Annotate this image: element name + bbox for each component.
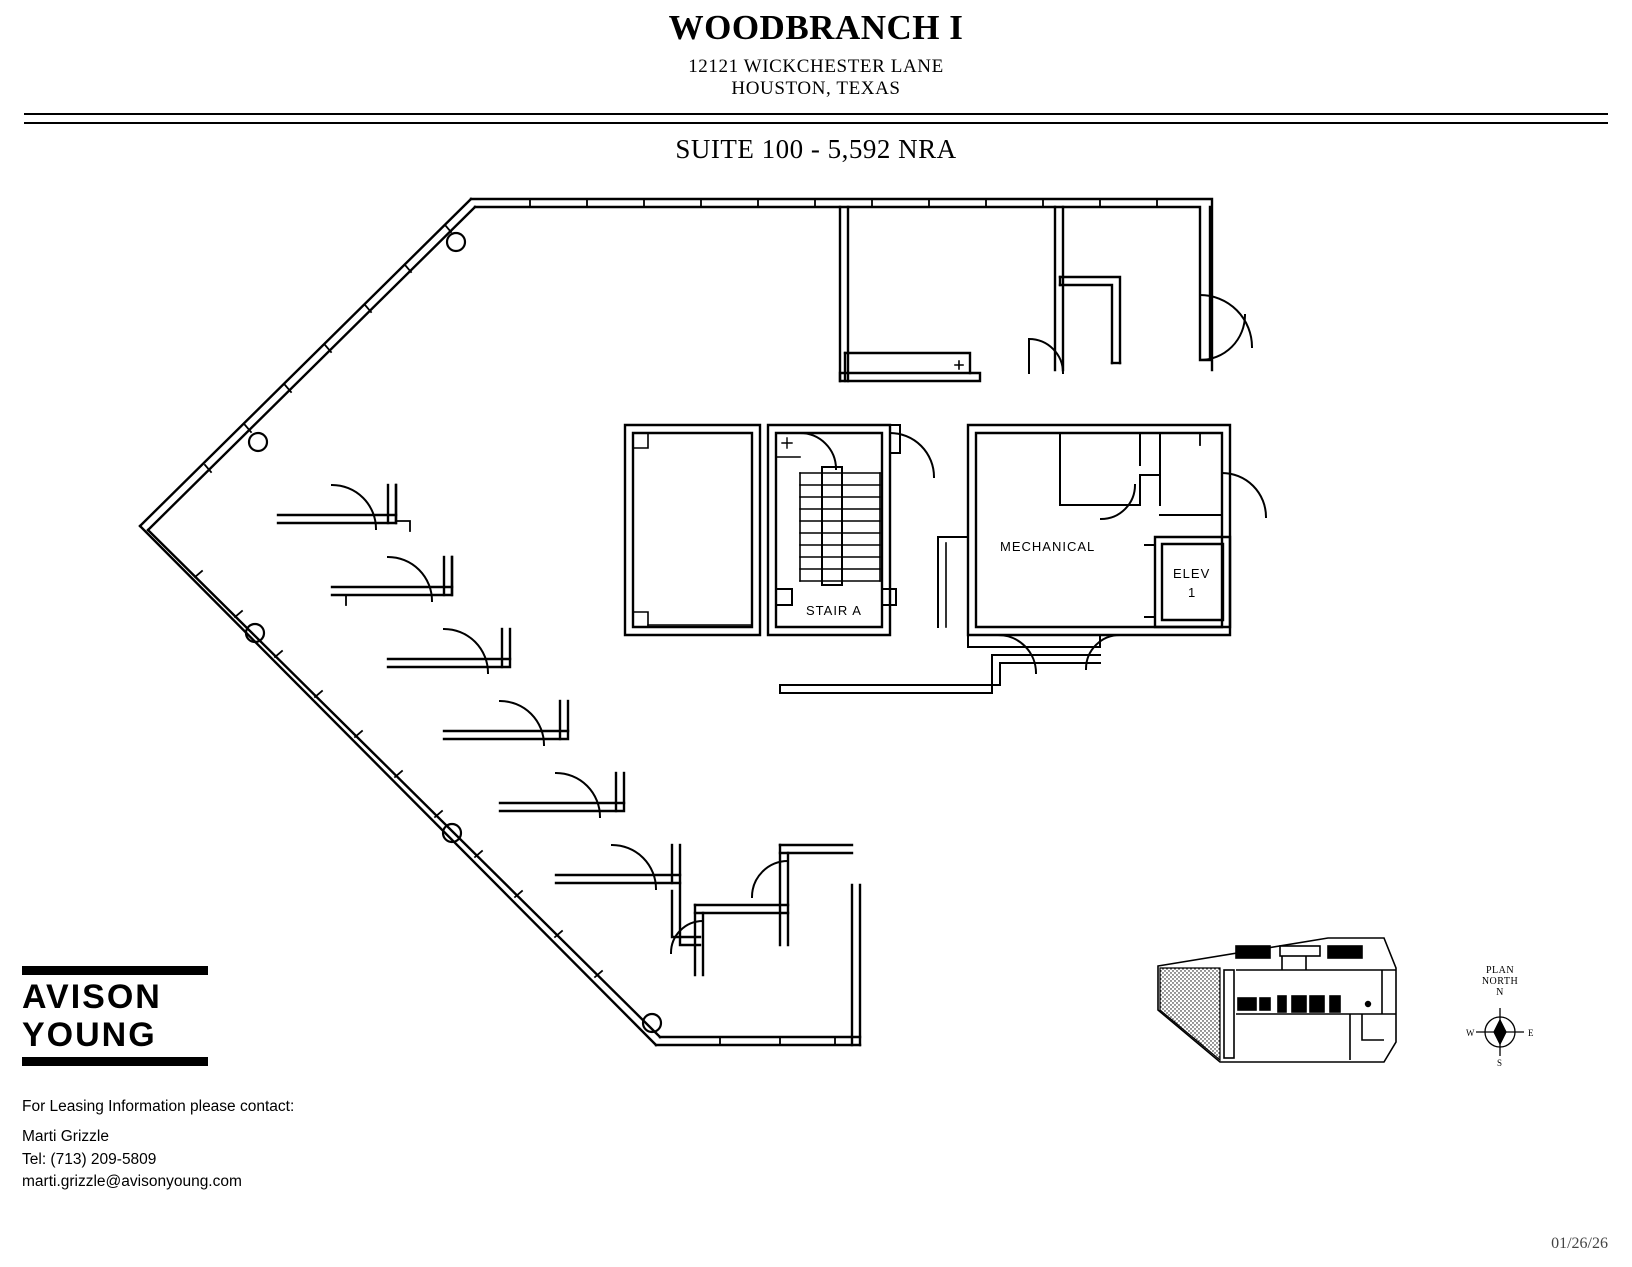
key-plan bbox=[1100, 910, 1400, 1090]
suite-title: SUITE 100 - 5,592 NRA bbox=[675, 134, 957, 164]
logo-bar-top bbox=[22, 966, 208, 975]
compass-rose bbox=[1440, 965, 1560, 1085]
address-street: 12121 WICKCHESTER LANE bbox=[688, 56, 944, 77]
contact-phone: Tel: (713) 209-5809 bbox=[22, 1150, 157, 1168]
room-label-elev: ELEV bbox=[1173, 566, 1211, 581]
contact-block bbox=[22, 1096, 294, 1194]
date-stamp: 01/26/26 bbox=[1551, 1235, 1608, 1252]
compass-w: W bbox=[1466, 1028, 1475, 1038]
logo-line-1: AVISON bbox=[22, 978, 162, 1016]
avison-young-logo bbox=[22, 966, 212, 1066]
compass-plan-label: PLAN NORTH N bbox=[1481, 965, 1519, 998]
contact-heading: For Leasing Information please contact: bbox=[22, 1098, 295, 1115]
room-label-stair-a: STAIR A bbox=[806, 603, 862, 618]
address-city-state: HOUSTON, TEXAS bbox=[731, 77, 901, 99]
logo-line-2: YOUNG bbox=[22, 1016, 157, 1055]
header-divider bbox=[24, 113, 1608, 124]
contact-name: Marti Grizzle bbox=[22, 1128, 109, 1146]
contact-email[interactable]: marti.grizzle@avisonyoung.com bbox=[22, 1173, 242, 1191]
compass-s: S bbox=[1497, 1058, 1503, 1068]
room-label-mechanical: MECHANICAL bbox=[1000, 539, 1096, 554]
logo-bar-bottom bbox=[22, 1057, 208, 1066]
sheet-header bbox=[0, 0, 1632, 164]
page-title: WOODBRANCH I bbox=[668, 8, 964, 47]
room-label-elev-number: 1 bbox=[1188, 585, 1197, 600]
compass-e: E bbox=[1528, 1028, 1534, 1038]
